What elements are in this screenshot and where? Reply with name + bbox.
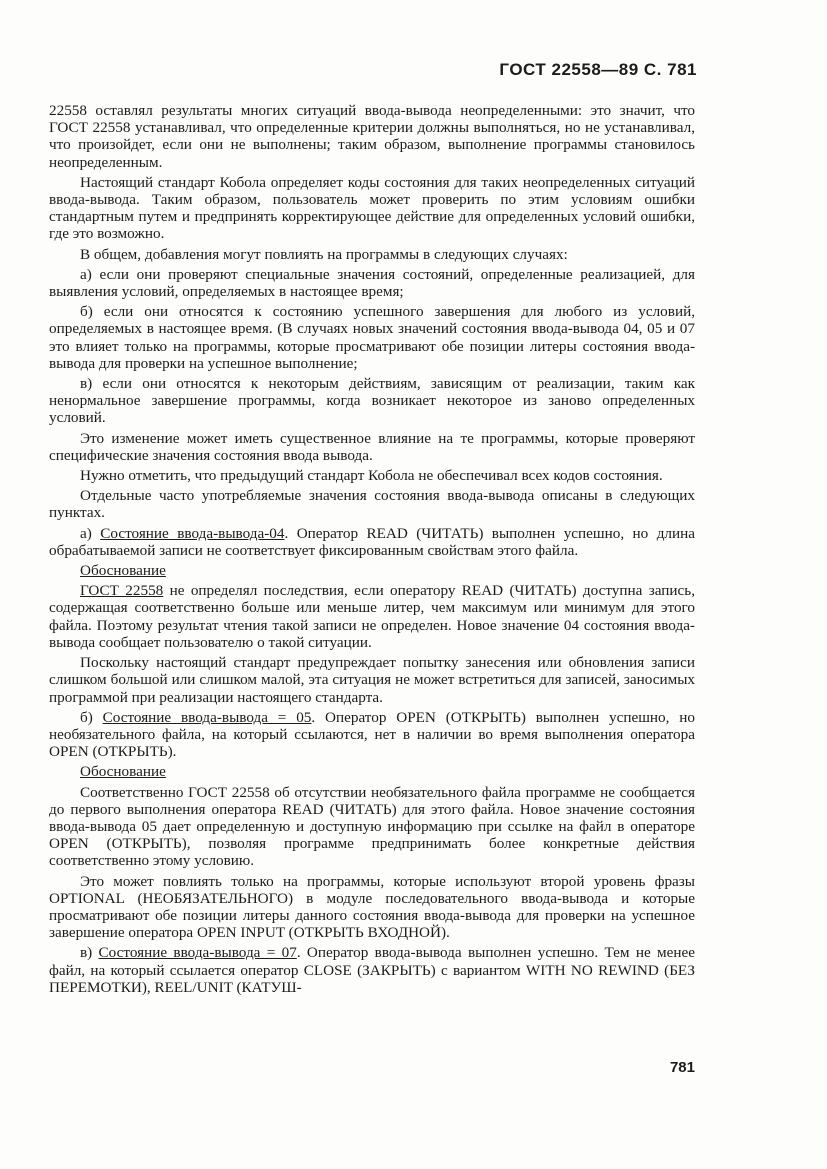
paragraph [49, 582, 695, 651]
standard-reference: ГОСТ 22558 [80, 582, 164, 600]
body-text [49, 102, 695, 999]
section-heading [80, 763, 695, 780]
list-item-b: б) если они относятся к состоянию успешного завершения для любого из условий, определяемых в настоящее время. (В случаях новых значений состояния ввода-вывода 04, 05 и 07 это влияет только на программы, которые просматривают обе позиции литеры состояния ввода-вывода для проверки на успешное выполнение; [49, 303, 695, 372]
item-title: Состояние ввода-вывода = 05 [102, 708, 312, 726]
page-header: ГОСТ 22558—89 С. 781 [499, 60, 697, 79]
status-07-item [49, 944, 695, 996]
paragraph: Настоящий стандарт Кобола определяет коды состояния для таких неопределенных ситуаций ввода-вывода. Таким образом, пользователь может проверить по этим условиям ошибки стандартным путем и предпринять корректирующее действие для определенных условий ошибки, где это возможно. [49, 173, 695, 243]
status-05-item [49, 709, 695, 761]
item-title: Состояние ввода-вывода-04 [100, 524, 285, 542]
paragraph: Это изменение может иметь существенное влияние на те программы, которые проверяют специфические значения состояния ввода вывода. [49, 429, 695, 464]
paragraph-continuation: 22558 оставлял результаты многих ситуаций ввода-вывода неопределенными: это значит, что ГОСТ 22558 устанавливал, что определенные критерии должны выполняться, но не устанавливал, что произойдет, если они не выполнены; таким образом, выполнение программы становилось неопределенным. [49, 102, 695, 171]
item-marker: а) [80, 524, 101, 542]
heading-text: Обоснование [80, 562, 166, 580]
list-item-a: а) если они проверяют специальные значения состояний, определенные реализацией, для выявления условий, определяемых в настоящее время; [49, 265, 695, 301]
status-04-item [49, 525, 695, 559]
item-marker: б) [80, 708, 103, 726]
paragraph: Это может повлиять только на программы, которые используют второй уровень фразы OPTIONAL (НЕОБЯЗАТЕЛЬНОГО) в модуле последовательного ввода-вывода и которые просматривают обе позиции литеры данного состояния ввода-вывода для проверки на успешное завершение оператора OPEN INPUT (ОТКРЫТЬ ВХОДНОЙ). [49, 872, 695, 942]
page-number: 781 [669, 1059, 695, 1076]
item-marker: в) [80, 944, 99, 962]
paragraph: Нужно отметить, что предыдущий стандарт Кобола не обеспечивал всех кодов состояния. [80, 467, 663, 485]
paragraph: В общем, добавления могут повлиять на программы в следующих случаях: [80, 245, 568, 263]
section-heading [80, 562, 695, 579]
item-text: . Оператор ввода-вывода выполнен успешно. Тем не менее файл, на который ссылается оператор CLOSE (ЗАКРЫТЬ) с вариантом WITH NO REWIND (БЕЗ ПЕРЕМОТКИ), REEL/UNIT (КАТУШ- [49, 944, 695, 996]
paragraph: Соответственно ГОСТ 22558 об отсутствии необязательного файла программе не сообщается до первого выполнения оператора READ (ЧИТАТЬ) для этого файла. Новое значение состояния ввода-вывода 05 дает определенную и доступную информацию при ссылке на файл в операторе OPEN (ОТКРЫТЬ), позволяя программе предпринимать более конкретные действия соответственно этому условию. [49, 783, 695, 870]
heading-text: Обоснование [80, 763, 166, 781]
paragraph-text: не определял последствия, если оператору READ (ЧИТАТЬ) доступна запись, содержащая соответственно больше или меньше литер, чем максимум или минимум для этого файла. Поэтому результат чтения такой записи не определен. Новое значение 04 состояния ввода-вывода сообщает пользователю о такой ситуации. [49, 582, 695, 651]
item-title: Состояние ввода-вывода = 07 [98, 944, 297, 962]
list-item-c: в) если они относятся к некоторым действиям, зависящим от реализации, таким как ненормальное завершение программы, когда возникает некоторое из заново определенных условий. [49, 375, 695, 427]
paragraph: Отдельные часто употребляемые значения состояния ввода-вывода описаны в следующих пунктах. [49, 487, 695, 522]
item-text: . Оператор READ (ЧИТАТЬ) выполнен успешно, но длина обрабатываемой записи не соответствует фиксированным свойствам этого файла. [49, 524, 695, 559]
paragraph: Поскольку настоящий стандарт предупреждает попытку занесения или обновления записи слишком большой или слишком малой, эта ситуация не может встретиться для записей, заносимых программой при реализации настоящего стандарта. [49, 654, 695, 706]
item-text: . Оператор OPEN (ОТКРЫТЬ) выполнен успешно, но необязательного файла, на который ссылаются, нет в наличии во время выполнения оператора OPEN (ОТКРЫТЬ). [49, 708, 695, 761]
